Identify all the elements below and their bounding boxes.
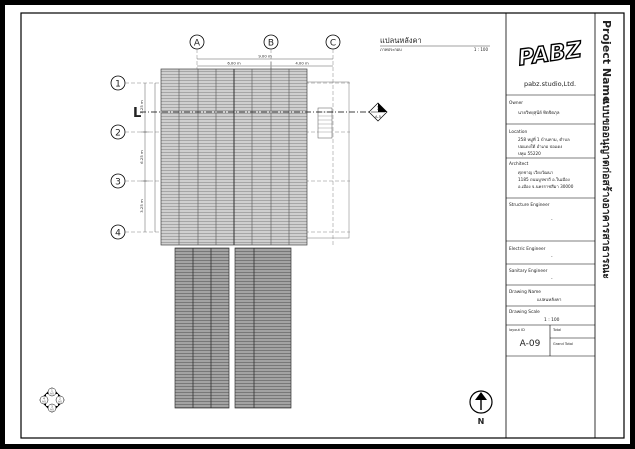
key-tag-3: 3 [51,405,53,409]
dim-span-1: 6.00 m [227,60,241,66]
drawing-title: แปลนหลังคา [380,36,422,45]
grid-col-b-label: B [267,38,275,49]
dim-side-1: 3.25 m [139,100,144,114]
dim-side-2: 6.25 m [139,150,144,164]
drawing-name-value: แปลนหลังคา [537,298,562,303]
dim-side-3: 3.25 m [139,199,144,213]
owner-value: นายวิทยุสุนีย์ ทิตจิตภุล [518,111,560,116]
sanitary-label: Sanitary Engineer [509,269,548,274]
drawing-name-label: Drawing Name [509,290,541,295]
project-name-label: Project Name [600,20,613,104]
lower-roof-left [175,248,229,408]
grid-row-4-label: 4 [115,228,121,239]
key-tag-2-sheet: A-5 [58,400,62,404]
architect-label: Architect [509,162,529,167]
architect-line-1: ศุภชาญ เวียงวัฒนา [518,170,554,175]
key-tag-4-sheet: A-5 [42,400,46,404]
location-line-3: ปทุม 55220 [518,151,541,156]
grid-row-2-label: 2 [115,128,121,139]
structure-label: Structure Engineer [509,203,550,208]
architect-line-3: อ.เมือง จ.นครราชสีมา 30000 [518,184,574,189]
studio-logo [517,38,585,88]
key-tag-4: 4 [43,397,45,401]
drawing-title-scale: 1 : 100 [473,47,488,52]
section-tag-bottom: A-5 [375,115,381,119]
owner-label: Owner [509,101,524,106]
dim-total: 9.00 m [258,53,272,59]
key-tag-1-sheet: A-5 [50,392,54,396]
north-label: N [477,417,485,426]
structure-value: - [551,218,553,223]
grid-row-1-label: 1 [115,79,121,90]
upper-roof [161,69,307,245]
grid-col-a-label: A [193,38,201,49]
key-tag-3-sheet: A-5 [50,408,54,412]
section-tag-top: 1 [376,106,380,111]
total-label: Total [553,328,562,332]
key-tag-1: 1 [51,389,53,393]
grand-total-label: Grand Total [553,342,574,346]
project-name-value: แบบขออนุญาตก่อสร้างอาคารสาธารณะ [600,98,612,279]
stair [318,108,332,138]
layout-id-label: layout ID [509,328,525,332]
dim-span-2: 4.00 m [295,60,309,66]
grid-row-3-label: 3 [115,177,121,188]
sanitary-value: - [551,277,553,282]
location-label: Location [509,130,528,135]
layout-id-value: A-09 [519,339,541,349]
logo-mark: PABZ [516,37,584,72]
drawing-scale-value: 1 : 100 [544,318,560,323]
location-line-1: 258 หมู่ที่ 1 บ้านทาม, ตำบล [518,137,570,142]
drawing-subtitle: ภาพประกอบ [380,47,402,52]
paper [5,5,630,444]
grid-col-c-label: C [329,38,337,49]
location-line-2: ปอแดงใต้ อำเภอ ปอแดง [518,144,563,149]
lower-roof-right [235,248,291,408]
drawing-scale-label: Drawing Scale [509,310,540,315]
electric-label: Electric Engineer [509,247,546,252]
electric-value: - [551,255,553,260]
architect-line-2: 1185 ถนนบูรพาถี อ.ในเมือง [518,177,570,182]
key-tag-2: 2 [59,397,61,401]
section-letter: L [133,106,142,121]
studio-name: pabz.studio,Ltd. [523,80,577,88]
